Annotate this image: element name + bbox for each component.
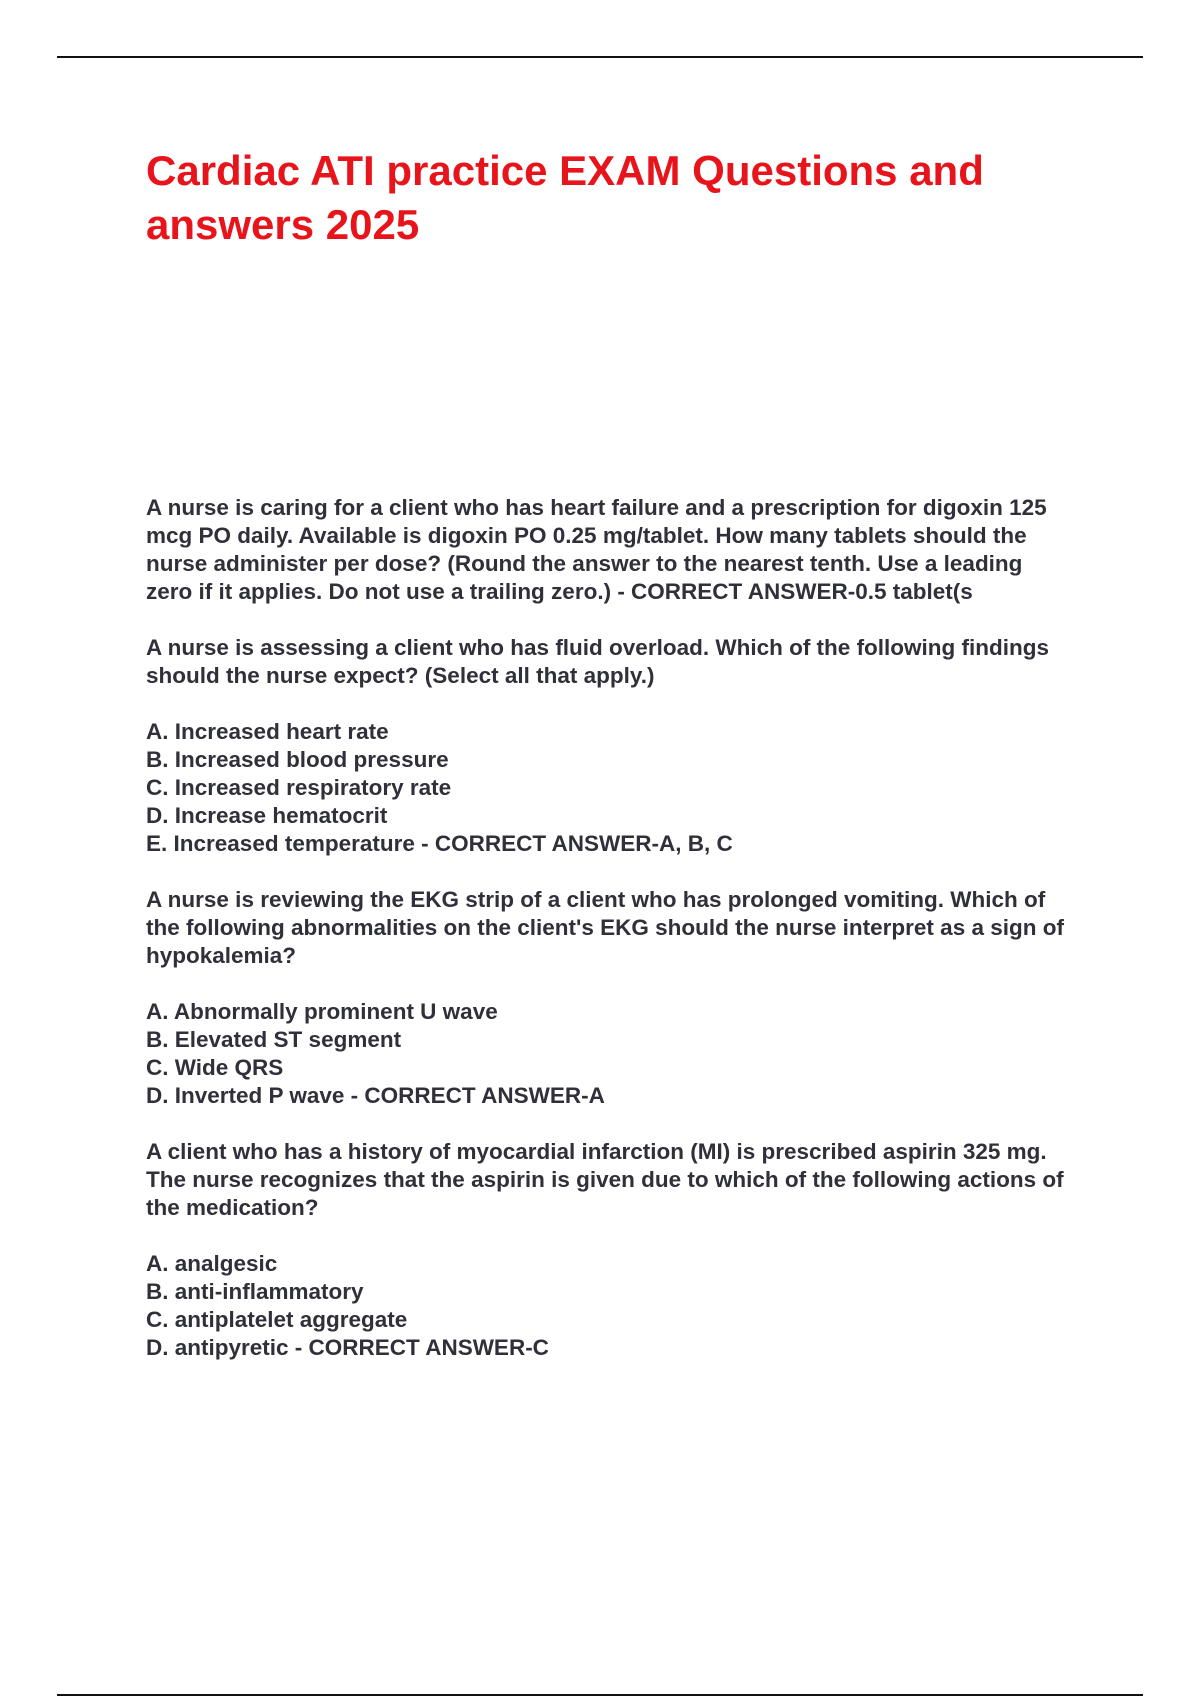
question-3 <box>146 886 1066 1110</box>
answer-option: D. antipyretic - CORRECT ANSWER-C <box>146 1335 549 1360</box>
answer-option: C. Wide QRS <box>146 1055 284 1080</box>
question-list <box>146 494 1066 1390</box>
question-stem: A nurse is assessing a client who has fluid overload. Which of the following findings should the nurse expect? (Select all that apply.) <box>146 635 1050 688</box>
question-stem: A nurse is reviewing the EKG strip of a client who has prolonged vomiting. Which of the following abnormalities on the client's EKG should the nurse interpret as a sign of hypokalemia? <box>146 887 1064 968</box>
document-title: Cardiac ATI practice EXAM Questions and answers 2025 <box>146 147 984 248</box>
answer-options <box>146 1250 1066 1362</box>
answer-option: A. Increased heart rate <box>146 719 389 744</box>
answer-option: C. antiplatelet aggregate <box>146 1307 408 1332</box>
question-stem: A nurse is caring for a client who has heart failure and a prescription for digoxin 125 mcg PO daily. Available is digoxin PO 0.25 mg/tablet. How many tablets should the nurse administer per dose? (Round the answer to the nearest tenth. Use a leading zero if it applies. Do not use a trailing zero.) - CORRECT ANSWER-0.5 tablet(s <box>146 495 1047 604</box>
answer-option: A. analgesic <box>146 1251 278 1276</box>
answer-options <box>146 718 1066 858</box>
question-1 <box>146 494 1066 606</box>
question-2 <box>146 634 1066 858</box>
answer-options <box>146 998 1066 1110</box>
answer-option: D. Inverted P wave - CORRECT ANSWER-A <box>146 1083 605 1108</box>
bottom-divider <box>57 1694 1143 1696</box>
answer-option: C. Increased respiratory rate <box>146 775 452 800</box>
answer-option: B. anti-inflammatory <box>146 1279 364 1304</box>
answer-option: B. Elevated ST segment <box>146 1027 402 1052</box>
answer-option: E. Increased temperature - CORRECT ANSWER-A, B, C <box>146 831 733 856</box>
top-divider <box>57 56 1143 58</box>
answer-option: D. Increase hematocrit <box>146 803 388 828</box>
answer-option: A. Abnormally prominent U wave <box>146 999 498 1024</box>
question-4 <box>146 1138 1066 1362</box>
question-stem: A client who has a history of myocardial infarction (MI) is prescribed aspirin 325 mg. The nurse recognizes that the aspirin is given due to which of the following actions of the medication? <box>146 1139 1064 1220</box>
answer-option: B. Increased blood pressure <box>146 747 449 772</box>
